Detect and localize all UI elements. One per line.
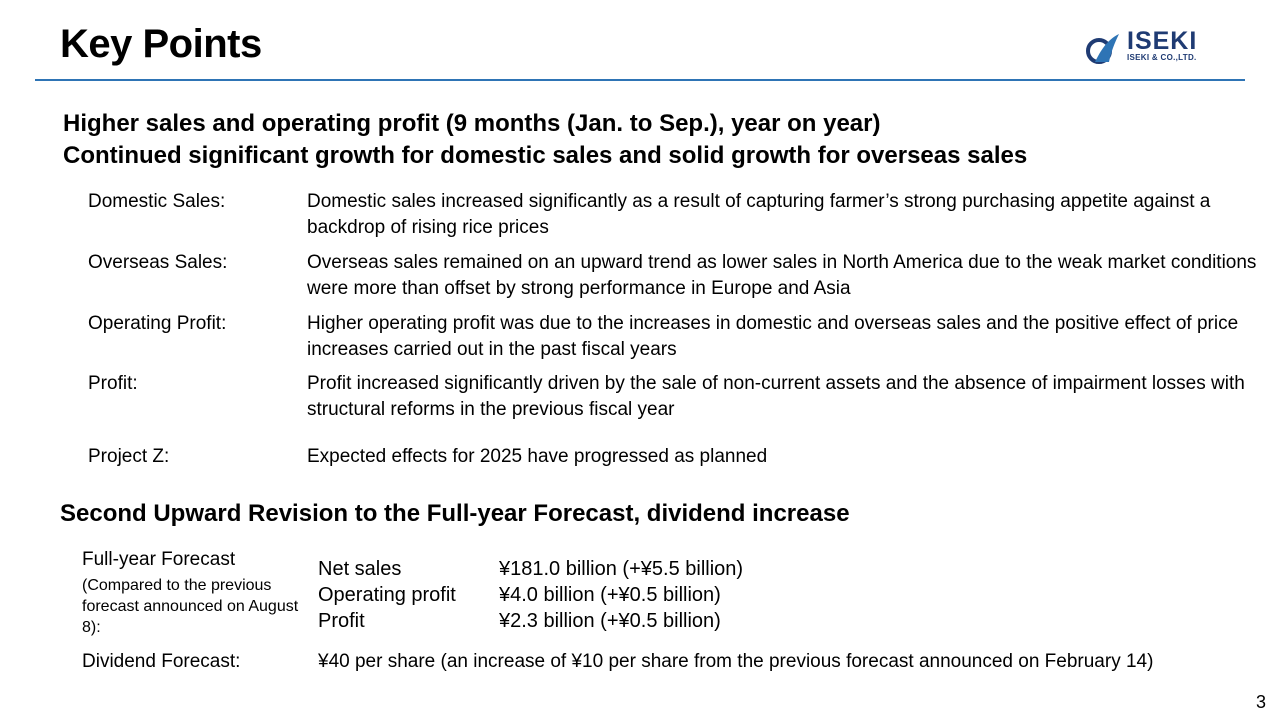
dividend-text: ¥40 per share (an increase of ¥10 per share from the previous forecast announced on February 14): [318, 651, 1154, 672]
point-label: Domestic Sales:: [88, 191, 226, 212]
forecast-label: Full-year Forecast: [82, 549, 236, 570]
page-title: Key Points: [60, 22, 262, 66]
header-divider: [35, 79, 1245, 81]
forecast-item-value: ¥181.0 billion (+¥5.5 billion): [499, 558, 744, 580]
point-label: Overseas Sales:: [88, 252, 228, 273]
point-label: Project Z:: [88, 446, 170, 467]
forecast-item-name: Net sales: [318, 558, 402, 580]
forecast-item-value: ¥2.3 billion (+¥0.5 billion): [499, 610, 721, 632]
revision-heading: Second Upward Revision to the Full-year Forecast, dividend increase: [60, 500, 850, 527]
headline-1: Higher sales and operating profit (9 months (Jan. to Sep.), year on year): [63, 110, 881, 137]
forecast-item-name: Profit: [318, 610, 365, 632]
point-text: Higher operating profit was due to the increases in domestic and overseas sales and the positive effect of price increases carried out in the past fiscal years: [307, 313, 1239, 360]
headline-2: Continued significant growth for domestic sales and solid growth for overseas sales: [63, 142, 1028, 169]
point-text: Overseas sales remained on an upward trend as lower sales in North America due to the weak market conditions were more than offset by strong performance in Europe and Asia: [307, 252, 1257, 299]
dividend-label: Dividend Forecast:: [82, 651, 241, 672]
company-logo: [1085, 27, 1225, 66]
logo-subtitle: ISEKI & CO.,LTD.: [1127, 53, 1197, 62]
iseki-logo-icon: [1085, 32, 1123, 66]
point-text: Domestic sales increased significantly as a result of capturing farmer’s strong purchasing appetite against a backdrop of rising rice prices: [307, 191, 1211, 238]
page-number: 3: [1256, 692, 1267, 712]
forecast-item-value: ¥4.0 billion (+¥0.5 billion): [499, 584, 721, 606]
point-label: Operating Profit:: [88, 313, 227, 334]
forecast-item-name: Operating profit: [318, 584, 456, 606]
point-text: Profit increased significantly driven by the sale of non-current assets and the absence of impairment losses with structural reforms in the previous fiscal year: [307, 373, 1245, 420]
forecast-note: (Compared to the previous forecast announced on August 8):: [82, 577, 299, 636]
point-label: Profit:: [88, 373, 138, 394]
point-text: Expected effects for 2025 have progressed as planned: [307, 446, 768, 467]
logo-wordmark: ISEKI: [1127, 27, 1198, 55]
